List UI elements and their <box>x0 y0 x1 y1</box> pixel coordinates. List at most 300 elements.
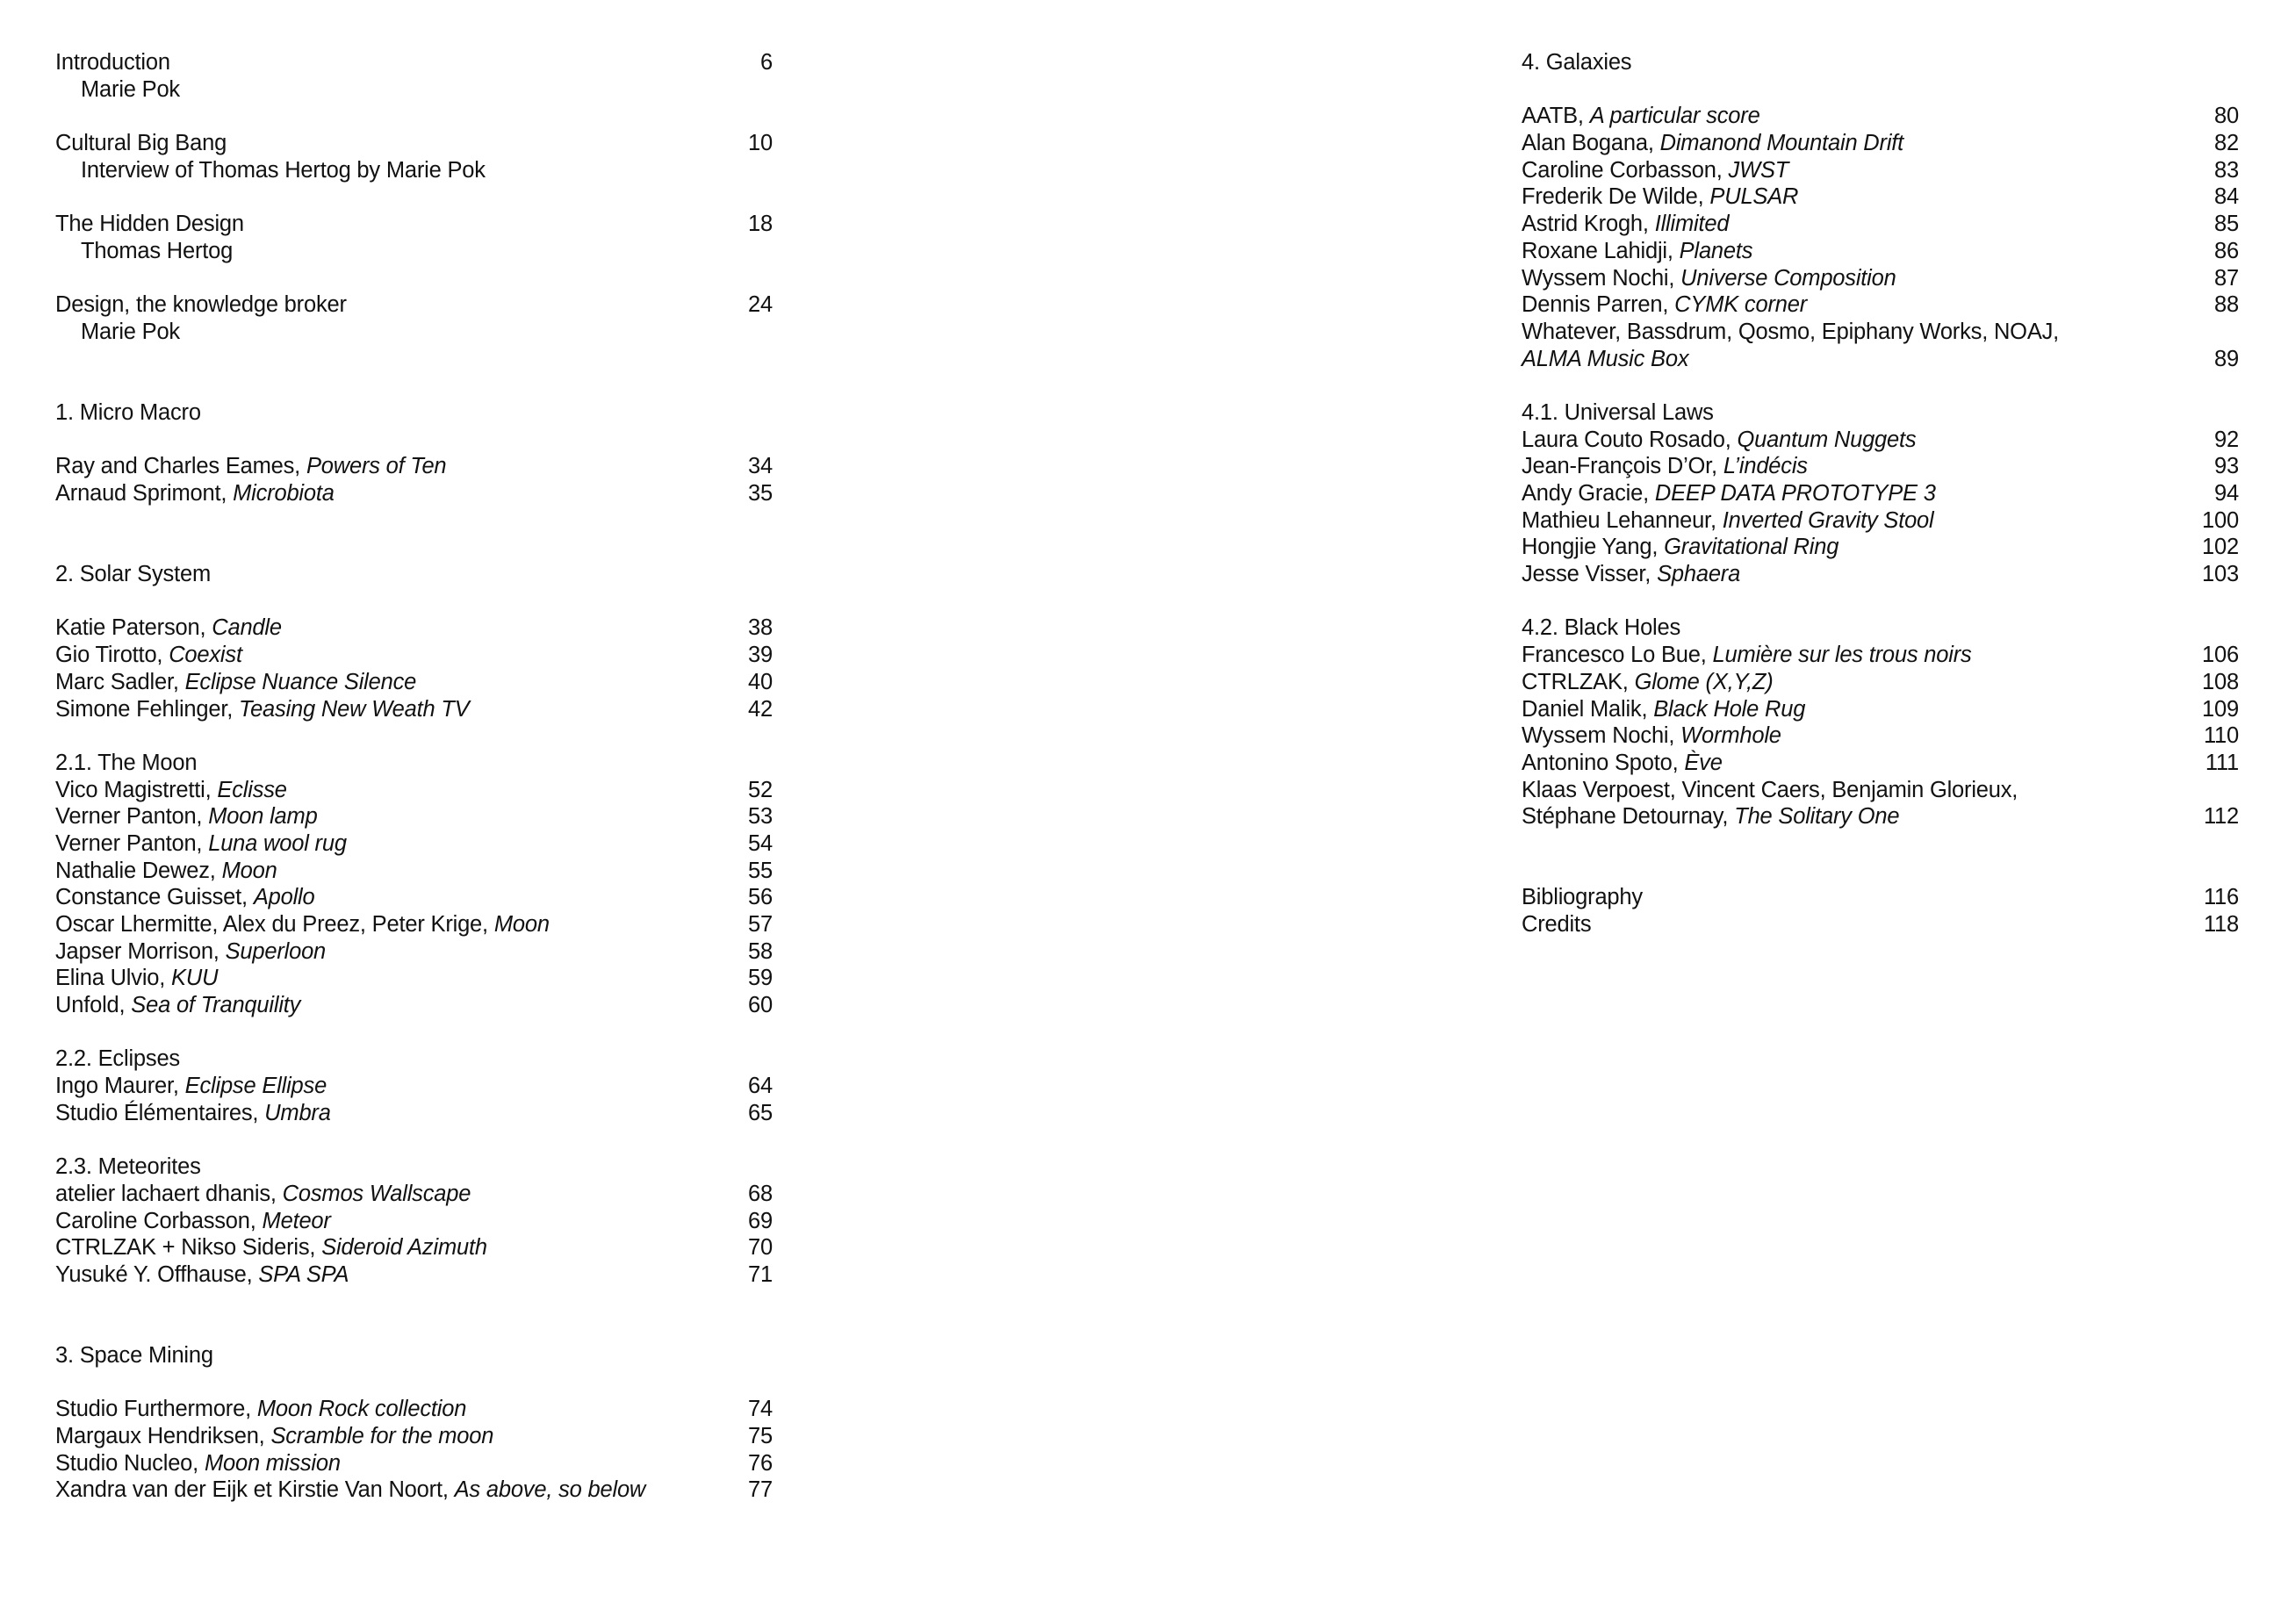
toc-entry-author: Elina Ulvio, <box>55 966 172 991</box>
toc-entry <box>1522 750 2239 777</box>
toc-entry-author: Caroline Corbasson, <box>55 1208 263 1233</box>
toc-author-line <box>55 76 773 104</box>
toc-entry-author: 4.2. Black Holes <box>1522 615 1681 641</box>
toc-entry-author: Cultural Big Bang <box>55 131 227 156</box>
toc-section-heading <box>55 1342 773 1369</box>
toc-page-number: 57 <box>748 912 773 937</box>
toc-entry-author: Simone Fehlinger, <box>55 696 240 722</box>
toc-entry-work-title: A particular score <box>1589 104 1760 129</box>
toc-entry-work-title: Sideroid Azimuth <box>321 1235 487 1261</box>
toc-entry-author: 2.1. The Moon <box>55 750 198 775</box>
toc-entry-text <box>1522 723 1781 748</box>
toc-entry-author: 2. Solar System <box>55 562 211 587</box>
toc-entry-text <box>1522 50 1631 75</box>
toc-entry-text <box>55 831 347 856</box>
toc-entry-text <box>1522 643 1972 667</box>
toc-entry-work-title: Eclisse <box>217 777 287 802</box>
toc-entry <box>1522 884 2239 911</box>
toc-entry-text <box>55 1262 349 1287</box>
toc-page-number: 40 <box>748 669 773 694</box>
toc-entry-text <box>55 239 233 263</box>
toc-entry-author: Francesco Lo Bue, <box>1522 643 1713 668</box>
toc-page-number: 60 <box>748 993 773 1018</box>
toc-entry <box>55 480 773 507</box>
toc-page-number: 118 <box>2203 912 2239 937</box>
toc-entry-work-title: Glome (X,Y,Z) <box>1634 669 1774 694</box>
toc-page-number: 64 <box>748 1074 773 1099</box>
toc-page-number: 88 <box>2214 292 2239 318</box>
toc-entry-author: Studio Furthermore, <box>55 1397 257 1422</box>
toc-entry-author: Katie Paterson, <box>55 615 212 641</box>
toc-entry-text <box>55 859 277 883</box>
toc-entry-text <box>55 320 180 344</box>
toc-entry-text <box>55 778 287 802</box>
toc-entry-author: AATB, <box>1522 104 1590 129</box>
toc-entry-text <box>55 1397 466 1421</box>
toc-entry-text <box>55 1182 471 1206</box>
toc-entry-author: Interview of Thomas Hertog by Marie Pok <box>81 157 486 183</box>
toc-entry-work-title: Moon <box>493 912 550 937</box>
toc-page-number: 53 <box>748 804 773 830</box>
toc-page-number: 80 <box>2214 104 2239 129</box>
toc-page-number: 93 <box>2214 454 2239 479</box>
toc-entry-work-title: Scramble for the moon <box>270 1424 494 1449</box>
toc-spacer <box>55 1315 773 1342</box>
toc-entry-text <box>55 912 550 937</box>
toc-spacer <box>55 507 773 535</box>
toc-entry <box>55 938 773 966</box>
toc-entry-author: Andy Gracie, <box>1522 481 1655 506</box>
toc-entry-work-title: Umbra <box>264 1100 331 1125</box>
toc-entry-author: 3. Space Mining <box>55 1343 213 1368</box>
toc-page-number: 87 <box>2214 265 2239 291</box>
toc-page-number: 103 <box>2202 562 2239 587</box>
toc-entry-work-title: Illimited <box>1654 212 1730 237</box>
toc-entry <box>55 777 773 804</box>
toc-page-number: 42 <box>748 696 773 722</box>
toc-entry-text <box>1522 562 1740 586</box>
toc-spacer <box>55 588 773 615</box>
toc-entry-text <box>55 1101 331 1125</box>
toc-entry-text <box>1522 104 1760 128</box>
toc-entry-author: Jesse Visser, <box>1522 562 1658 587</box>
toc-section-heading <box>55 1153 773 1181</box>
toc-page-number: 76 <box>748 1450 773 1476</box>
toc-entry <box>1522 722 2239 750</box>
toc-entry-text <box>55 131 227 155</box>
toc-page-number: 54 <box>748 830 773 856</box>
toc-page-number: 74 <box>748 1397 773 1422</box>
toc-page-number: 82 <box>2214 131 2239 156</box>
toc-entry <box>55 211 773 238</box>
toc-entry-work-title: PULSAR <box>1709 184 1799 210</box>
toc-entry-author: Studio Élémentaires, <box>55 1100 265 1125</box>
toc-entry-author: 1. Micro Macro <box>55 399 201 425</box>
toc-entry-text <box>1522 266 1896 291</box>
toc-entry-work-title: Gravitational Ring <box>1664 535 1839 560</box>
toc-page-number: 108 <box>2202 669 2239 694</box>
toc-page-number: 56 <box>748 885 773 910</box>
toc-entry-text <box>55 1154 201 1179</box>
toc-entry <box>55 453 773 480</box>
toc-entry-work-title: Moon mission <box>204 1450 341 1476</box>
toc-entry <box>1522 103 2239 130</box>
toc-section-heading <box>55 399 773 427</box>
toc-entry <box>1522 642 2239 669</box>
toc-entry-work-title: Lumière sur les trous noirs <box>1712 643 1972 668</box>
toc-entry <box>55 1234 773 1261</box>
toc-entry-text <box>55 804 318 829</box>
toc-entry-work-title: Quantum Nuggets <box>1737 427 1917 452</box>
toc-page-number: 52 <box>748 777 773 802</box>
toc-entry-author: Oscar Lhermitte, Alex du Preez, Peter Krige, <box>55 912 494 937</box>
toc-entry-work-title: The Solitary One <box>1734 804 1900 830</box>
toc-spacer <box>55 1369 773 1397</box>
toc-entry-work-title: JWST <box>1728 157 1789 183</box>
toc-entry-work-title: Dimanond Mountain Drift <box>1659 131 1904 156</box>
toc-entry-work-title: Sea of Tranquility <box>131 993 301 1018</box>
toc-page-number: 34 <box>748 454 773 479</box>
toc-entry-text <box>1522 428 1916 452</box>
toc-page-number: 111 <box>2205 750 2239 775</box>
toc-page-number: 39 <box>748 643 773 668</box>
toc-entry-work-title: Ève <box>1684 750 1723 775</box>
toc-entry-work-title: Universe Composition <box>1680 265 1896 291</box>
toc-entry-work-title: Black Hole Rug <box>1653 696 1806 722</box>
toc-entry-work-title: Eclipse Nuance Silence <box>184 669 417 694</box>
toc-section-heading <box>55 1046 773 1073</box>
toc-entry-author: Frederik De Wilde, <box>1522 184 1710 210</box>
toc-entry-author: Introduction <box>55 50 170 75</box>
toc-page-number: 83 <box>2214 157 2239 183</box>
toc-page-number: 71 <box>748 1261 773 1287</box>
toc-entry-author: atelier lachaert dhanis, <box>55 1181 283 1206</box>
toc-entry-text <box>1522 615 1680 640</box>
toc-entry <box>1522 427 2239 454</box>
toc-entry <box>55 669 773 696</box>
toc-entry-text <box>55 939 326 964</box>
toc-entry-author: Bibliography <box>1522 885 1643 910</box>
toc-entry-text <box>55 212 244 236</box>
toc-entry <box>1522 534 2239 561</box>
toc-page-number: 24 <box>748 292 773 318</box>
toc-entry <box>1522 291 2239 319</box>
toc-entry <box>55 965 773 992</box>
toc-entry-author: 2.3. Meteorites <box>55 1154 201 1180</box>
toc-entry-text <box>1522 912 1591 937</box>
toc-entry <box>1522 453 2239 480</box>
toc-entry-text <box>1522 184 1798 209</box>
toc-entry-author: Caroline Corbasson, <box>1522 157 1729 183</box>
toc-entry-author: Marie Pok <box>81 319 180 344</box>
toc-page-number: 94 <box>2214 481 2239 506</box>
toc-entry-work-title: Meteor <box>262 1208 331 1233</box>
toc-right-column <box>1522 49 2239 938</box>
toc-entry-text <box>1522 508 1934 533</box>
toc-entry <box>55 1423 773 1450</box>
toc-entry <box>1522 157 2239 184</box>
toc-entry-text <box>55 1209 331 1233</box>
toc-entry <box>55 1181 773 1208</box>
toc-entry-text <box>55 1074 327 1098</box>
toc-page-number: 58 <box>748 938 773 964</box>
toc-entry-author: Studio Nucleo, <box>55 1450 205 1476</box>
toc-entry-author: Credits <box>1522 912 1592 937</box>
toc-author-line <box>55 157 773 184</box>
toc-entry <box>55 696 773 723</box>
toc-entry-work-title: Microbiota <box>233 481 335 506</box>
toc-page-number: 84 <box>2214 184 2239 210</box>
toc-section-heading <box>55 561 773 588</box>
toc-entry-author: CTRLZAK + Nikso Sideris, <box>55 1235 322 1261</box>
toc-entry-text <box>1522 804 1899 829</box>
toc-entry-author: Verner Panton, <box>55 804 209 830</box>
toc-section-heading <box>1522 614 2239 642</box>
toc-entry <box>55 642 773 669</box>
toc-entry-work-title: Planets <box>1679 238 1753 263</box>
toc-entry-work-title: KUU <box>171 966 219 991</box>
toc-entry <box>1522 561 2239 588</box>
toc-entry-text <box>55 615 282 640</box>
toc-entry-author: Antonino Spoto, <box>1522 750 1685 775</box>
toc-entry <box>1522 507 2239 535</box>
toc-page-number: 69 <box>748 1208 773 1233</box>
toc-entry-author: Laura Couto Rosado, <box>1522 427 1738 452</box>
toc-entry-text <box>1522 239 1752 263</box>
toc-section-heading <box>55 750 773 777</box>
toc-entry-work-title: As above, so below <box>454 1477 646 1503</box>
toc-entry-work-title: Eclipse Ellipse <box>184 1074 327 1099</box>
toc-entry <box>1522 911 2239 938</box>
toc-entry-author: CTRLZAK, <box>1522 669 1635 694</box>
toc-page-number: 112 <box>2203 804 2239 830</box>
toc-entry-author: 4.1. Universal Laws <box>1522 399 1714 425</box>
toc-entry-author: Arnaud Sprimont, <box>55 481 234 506</box>
toc-entry-author: Jean-François D’Or, <box>1522 454 1723 479</box>
toc-entry-author: Ray and Charles Eames, <box>55 454 306 479</box>
toc-entry-author: Wyssem Nochi, <box>1522 265 1681 291</box>
toc-spacer <box>55 1019 773 1046</box>
toc-spacer <box>55 1289 773 1316</box>
toc-entry-text <box>55 1451 341 1476</box>
toc-entry-work-title: Superloon <box>225 938 327 964</box>
toc-entry-work-title: Inverted Gravity Stool <box>1722 507 1934 533</box>
toc-section-heading <box>1522 777 2239 804</box>
toc-entry-author: Wyssem Nochi, <box>1522 723 1681 749</box>
toc-entry-work-title: Apollo <box>253 885 315 910</box>
toc-page-number: 65 <box>748 1100 773 1125</box>
toc-entry <box>55 1100 773 1127</box>
toc-entry-text <box>55 481 335 506</box>
toc-spacer <box>55 372 773 399</box>
toc-entry-work-title: Moon lamp <box>208 804 318 830</box>
toc-entry <box>55 803 773 830</box>
toc-entry <box>55 49 773 76</box>
toc-page-number: 75 <box>748 1424 773 1449</box>
toc-entry-author: Ingo Maurer, <box>55 1074 185 1099</box>
toc-entry-text <box>55 562 211 586</box>
toc-entry-author: 4. Galaxies <box>1522 50 1632 75</box>
toc-entry-text <box>1522 885 1643 909</box>
toc-entry <box>1522 265 2239 292</box>
toc-entry <box>1522 669 2239 696</box>
toc-entry-author: Design, the knowledge broker <box>55 292 347 318</box>
toc-entry-author: Astrid Krogh, <box>1522 212 1655 237</box>
toc-page-number: 59 <box>748 966 773 991</box>
toc-entry-text <box>55 966 218 990</box>
toc-spacer <box>55 427 773 454</box>
toc-page-number: 85 <box>2214 212 2239 237</box>
toc-entry-author: Thomas Hertog <box>81 238 234 263</box>
toc-entry-work-title: Powers of Ten <box>306 454 447 479</box>
toc-entry-text <box>1522 131 1903 155</box>
toc-entry-work-title: DEEP DATA PROTOTYPE 3 <box>1654 481 1936 506</box>
toc-page-number: 18 <box>748 212 773 237</box>
toc-entry <box>55 884 773 911</box>
toc-entry-text <box>1522 535 1838 559</box>
toc-entry-text <box>55 643 242 667</box>
toc-spacer <box>1522 372 2239 399</box>
toc-entry-text <box>55 1477 645 1502</box>
toc-entry <box>55 830 773 858</box>
toc-entry <box>1522 211 2239 238</box>
toc-entry-work-title: CYMK corner <box>1674 292 1808 318</box>
toc-entry-author: Margaux Hendriksen, <box>55 1424 271 1449</box>
toc-entry-work-title: Luna wool rug <box>208 830 347 856</box>
toc-entry <box>1522 803 2239 830</box>
toc-entry-text <box>55 454 446 478</box>
toc-entry-text <box>1522 751 1723 775</box>
toc-entry <box>1522 183 2239 211</box>
toc-entry-text <box>55 50 170 75</box>
toc-entry-author: Marc Sadler, <box>55 669 185 694</box>
toc-entry-text <box>55 751 197 775</box>
toc-spacer <box>1522 588 2239 615</box>
toc-page-number: 55 <box>748 858 773 883</box>
toc-entry-author: Whatever, Bassdrum, Qosmo, Epiphany Works, NOAJ, <box>1522 319 2060 344</box>
toc-entry <box>55 1477 773 1504</box>
toc-author-line <box>55 319 773 346</box>
toc-entry-text <box>1522 778 2018 802</box>
toc-entry <box>1522 696 2239 723</box>
toc-entry-work-title: Wormhole <box>1680 723 1781 749</box>
toc-entry-text <box>1522 481 1936 506</box>
toc-left-column <box>55 49 773 1504</box>
toc-entry-text <box>1522 320 2059 344</box>
toc-entry-author: Unfold, <box>55 993 132 1018</box>
toc-entry <box>55 911 773 938</box>
toc-entry-author: Hongjie Yang, <box>1522 535 1665 560</box>
toc-entry-author: Verner Panton, <box>55 830 209 856</box>
toc-entry <box>1522 346 2239 373</box>
toc-entry-work-title: Moon <box>221 858 277 883</box>
toc-entry-work-title: Moon Rock collection <box>256 1397 467 1422</box>
toc-page-number: 35 <box>748 481 773 506</box>
toc-entry <box>55 614 773 642</box>
toc-entry-text <box>1522 697 1805 722</box>
toc-entry-text <box>55 697 470 722</box>
toc-entry <box>1522 480 2239 507</box>
toc-entry-work-title: Teasing New Weath TV <box>239 696 470 722</box>
toc-entry-text <box>55 77 180 102</box>
toc-entry-work-title: Cosmos Wallscape <box>282 1181 471 1206</box>
toc-entry <box>1522 238 2239 265</box>
toc-page-number: 109 <box>2202 696 2239 722</box>
toc-entry-author: Daniel Malik, <box>1522 696 1654 722</box>
toc-entry-text <box>1522 292 1807 317</box>
toc-entry <box>55 291 773 319</box>
toc-entry-author: Nathalie Dewez, <box>55 858 222 883</box>
toc-spacer <box>1522 858 2239 885</box>
toc-page-number: 10 <box>748 131 773 156</box>
toc-entry-text <box>55 292 347 317</box>
toc-entry-text <box>1522 454 1808 478</box>
toc-entry <box>55 992 773 1019</box>
toc-entry-work-title: Sphaera <box>1657 562 1741 587</box>
toc-section-heading <box>1522 399 2239 427</box>
toc-entry <box>55 1450 773 1477</box>
toc-entry <box>55 130 773 157</box>
toc-entry-work-title: L’indécis <box>1723 454 1808 479</box>
toc-entry <box>55 858 773 885</box>
toc-page-number: 89 <box>2214 346 2239 371</box>
toc-spacer <box>55 103 773 130</box>
toc-author-line <box>55 238 773 265</box>
toc-spacer <box>55 1127 773 1154</box>
toc-entry-author: 2.2. Eclipses <box>55 1046 180 1072</box>
toc-spacer <box>1522 76 2239 104</box>
toc-entry-text <box>55 1343 213 1368</box>
toc-page-number: 38 <box>748 615 773 641</box>
toc-entry-text <box>1522 212 1729 236</box>
toc-page-number: 116 <box>2203 885 2239 910</box>
toc-entry <box>1522 130 2239 157</box>
toc-page-number: 68 <box>748 1181 773 1206</box>
toc-entry <box>55 1073 773 1100</box>
toc-entry <box>55 1396 773 1423</box>
toc-entry-author: Constance Guisset, <box>55 885 254 910</box>
toc-entry-text <box>55 1235 487 1260</box>
toc-entry-author: Roxane Lahidji, <box>1522 238 1680 263</box>
toc-spacer <box>55 346 773 373</box>
toc-entry-author: Marie Pok <box>81 76 180 102</box>
toc-entry-author: Xandra van der Eijk et Kirstie Van Noort, <box>55 1477 455 1503</box>
toc-entry-author: The Hidden Design <box>55 212 244 237</box>
toc-entry-work-title: ALMA Music Box <box>1522 346 1689 371</box>
toc-spacer <box>55 722 773 750</box>
toc-spacer <box>1522 830 2239 858</box>
toc-entry-text <box>55 1424 493 1448</box>
toc-entry-author: Vico Magistretti, <box>55 777 218 802</box>
toc-page-number: 100 <box>2202 507 2239 533</box>
toc-entry-author: Japser Morrison, <box>55 938 226 964</box>
toc-entry-text <box>55 670 416 694</box>
toc-entry-author: Alan Bogana, <box>1522 131 1660 156</box>
toc-entry-text <box>55 993 300 1017</box>
toc-entry-author: Yusuké Y. Offhause, <box>55 1261 259 1287</box>
toc-page-number: 77 <box>748 1477 773 1503</box>
toc-section-heading <box>1522 319 2239 346</box>
toc-page-number: 70 <box>748 1235 773 1261</box>
toc-entry-text <box>1522 400 1714 425</box>
toc-entry-text <box>55 885 315 909</box>
toc-entry-author: Stéphane Detournay, <box>1522 804 1735 830</box>
toc-entry-text <box>55 158 486 183</box>
toc-entry-text <box>1522 158 1788 183</box>
toc-page-number: 6 <box>760 50 773 75</box>
toc-entry-author: Dennis Parren, <box>1522 292 1675 318</box>
toc-page-number: 86 <box>2214 238 2239 263</box>
